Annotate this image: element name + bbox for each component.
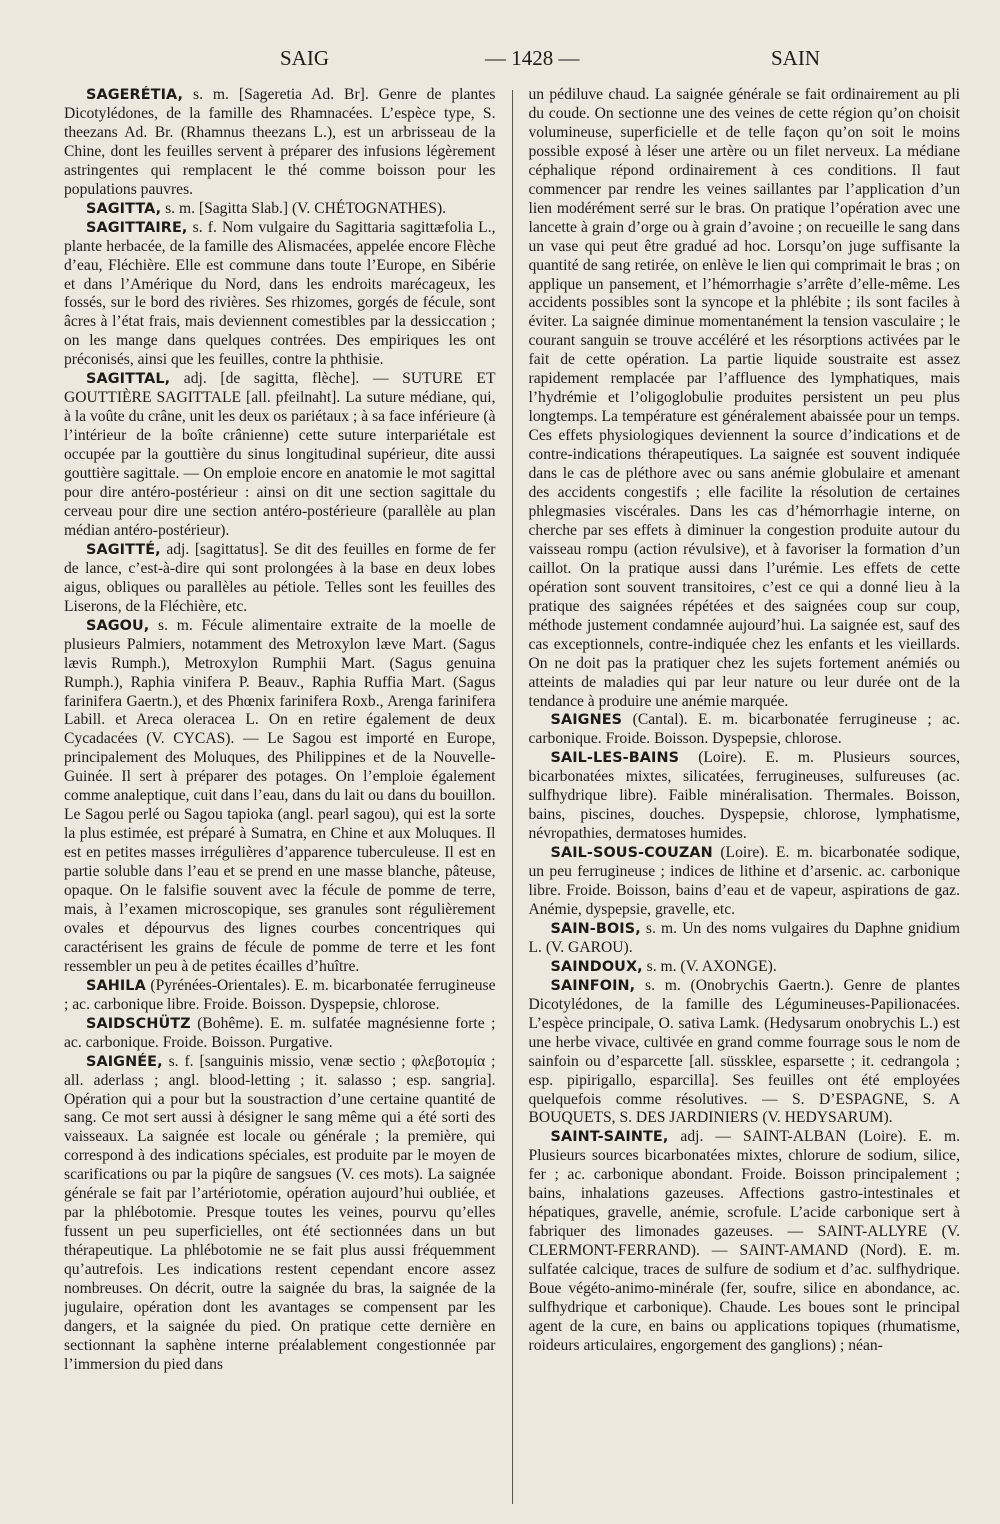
dictionary-entry: [64, 617, 496, 977]
entry-text: s. m. [Sagitta Slab.] (V. CHÉTOGNATHES).: [161, 199, 447, 217]
dictionary-entry: [529, 977, 961, 1129]
entry-text: s. f. Nom vulgaire du Sagittaria sagittæfolia L., plante herbacée, de la famille des Alismacées, appelée encore Flèche d’eau, Fléchière. Elle est commune dans toute l’Europe, en Sibérie et dans l’Amérique du Nord, dans les endroits marécageux, les fossés, sur le bord des rivières. Ses rhizomes, gorgés de fécule, sont âcres à l’état frais, mais deviennent comestibles par la dessiccation ; on les mange dans quelques contrées. Des empiriques les ont préconisés, ainsi que les feuilles, contre la phthisie.: [64, 218, 496, 369]
dictionary-entry: [529, 749, 961, 844]
entry-headword: SAIN-BOIS,: [550, 920, 641, 937]
dictionary-entry: [64, 1015, 496, 1053]
entry-text: s. m. [Sageretia Ad. Br]. Genre de plantes Dicotylédones, de la famille des Rhamnacées. L’espèce type, S. theezans Ad. Br. (Rhamnus theezans L.), est un arbrisseau de la Chine, dont les feuilles servent à préparer des infusions légèrement astringentes qui remplacent le thé comme boisson pour les populations pauvres.: [64, 86, 496, 198]
dictionary-entry: [64, 370, 496, 541]
entry-headword: SAGITTA,: [86, 200, 162, 217]
entry-text: adj. [sagittatus]. Se dit des feuilles en forme de fer de lance, c’est-à-dire qui sont prolongées à la base en deux lobes aigus, obliques ou parallèles au pétiole. Telles sont les feuilles des Liserons, de la Fléchière, etc.: [64, 540, 496, 615]
page-number: — 1428 —: [485, 46, 580, 70]
running-head-right: SAIN: [770, 46, 820, 70]
dictionary-entry: [64, 200, 496, 219]
dictionary-entry: [64, 541, 496, 617]
entry-text: (Loire). E. m. bicarbonatée sodique, un peu ferrugineuse ; indices de lithine et d’arsenic. ac. carbonique libre. Froide. Boisson, bains d’eau et de vapeur, aspirations de gaz. Anémie, dyspepsie, gravelle, etc.: [528, 844, 960, 918]
entry-headword: SAGERÉTIA,: [86, 87, 184, 103]
entry-headword: SAIGNES: [550, 712, 623, 729]
entry-headword: SAINDOUX,: [550, 958, 643, 975]
entry-text: s. m. Un des noms vulgaires du Daphne gnidium L. (V. GAROU).: [528, 919, 960, 956]
entry-headword: SAIL-LES-BAINS: [550, 750, 680, 767]
left-column: [64, 86, 496, 1504]
entry-text: (Bohême). E. m. sulfatée magnésienne forte ; ac. carbonique. Froide. Boisson. Purgative.: [64, 1014, 496, 1051]
dictionary-entry: [529, 920, 961, 958]
entry-text: adj. — SAINT-ALBAN (Loire). E. m. Plusieurs sources bicarbonatées mixtes, chlorure de sodium, silice, fer ; ac. carbonique abondant. Froide. Boisson principalement ; bains, inhalations gazeuses. Affections gastro-intestinales et hépatiques, gravelle, anémie, scrofule. L’acide carbonique sert à fabriquer des limonades gazeuses. — SAINT-ALLYRE (V. CLERMONT-FERRAND). — SAINT-AMAND (Nord). E. m. sulfatée calcique, traces de sulfure de sodium et d’ac. sulfhydrique. Boue végéto-animo-minérale (fer, soufre, silice en abondance, ac. sulfhydrique et carbonique). Chaude. Les boues sont le principal agent de la cure, en bains ou applications topiques (rhumatisme, roideurs articulaires, engorgement des ganglions) ; néan-: [528, 1128, 960, 1354]
dictionary-entry: [64, 219, 496, 371]
entry-text: s. m. (Onobrychis Gaertn.). Genre de plantes Dicotylédones, de la famille des Légumineuses-Papilionacées. L’espèce principale, O. sativa Lamk. (Hedysarum onobrychis L.) est une herbe vivace, cultivée en grand comme fourrage sous le nom de sainfoin ou d’esparcette [all. süssklee, esparsette ; it. cedrangola ; esp. pipirigallo, esparcilla]. Ses feuilles ont été employées quelquefois comme résolutives. — S. D’ESPAGNE, S. A BOUQUETS, S. DES JARDINIERS (V. HEDYSARUM).: [528, 976, 960, 1127]
entry-headword: SAINFOIN,: [550, 977, 636, 994]
entry-headword: SAIDSCHÜTZ: [86, 1015, 191, 1032]
running-head: [90, 46, 960, 80]
right-column: [529, 86, 961, 1504]
entry-text: s. f. [sanguinis missio, venæ sectio ; φλεβοτομία ; all. aderlass ; angl. blood-letting ; it. salasso ; esp. sangria]. Opération qui a pour but la soustraction d’une certaine quantité de sang. Ce mot sert aussi à désigner le sang même qui a été sorti des vaisseaux. La saignée est locale ou générale ; la première, qui correspond à des indications spéciales, est produite par le moyen de scarifications ou par la piqûre de sangsues (V. ces mots). La saignée générale se fait par l’artériotomie, opération aujourd’hui oubliée, et par la phlébotomie. Presque toutes les veines, pourvu qu’elles fussent un peu superficielles, ont été sectionnées dans un but thérapeutique. La phlébotomie ne se fait plus aussi fréquemment qu’autrefois. Les indications restent cependant encore assez nombreuses. On décrit, outre la saignée du bras, la saignée de la jugulaire, opération dont les avantages se compensent par les dangers, et la saignée du pied. On pratique cette dernière en sectionnant la saphène interne préalablement congestionnée par l’immersion du pied dans: [64, 1052, 496, 1373]
entry-headword: SAGITTAL,: [86, 371, 171, 388]
dictionary-entry: [529, 711, 961, 749]
dictionary-entry: [529, 1128, 961, 1355]
entry-text: (Loire). E. m. Plusieurs sources, bicarbonatées mixtes, silicatées, ferrugineuses, sulfureuses (ac. sulfhydrique libre). Faible minéralisation. Thermales. Boisson, bains, piscines, douches. Dyspepsie, chlorose, lymphatisme, névropathies, dermatoses humides.: [528, 749, 960, 843]
dictionary-entry: [64, 977, 496, 1015]
dictionary-entry: [529, 958, 961, 977]
running-head-left: SAIG: [280, 46, 330, 70]
entry-text: un pédiluve chaud. La saignée générale se fait ordinairement au pli du coude. On sectionne une des veines de cette région qu’on choisit volumineuse, superficielle et de telle façon qu’on soit le moins possible exposé à léser une artère ou un filet nerveux. La médiane céphalique répond ordinairement à ces conditions. Il faut commencer par rendre les veines saillantes par l’application d’un lien modérément serré sur le bras. On pratique l’opération avec une lancette à grain d’orge ou à grain d’avoine ; on recueille le sang dans un vase qui peut être gradué ad hoc. Lorsqu’on juge suffisante la quantité de sang retirée, on enlève le lien qui comprimait le bras ; on applique un pansement, et l’hémorrhagie s’arrête d’elle-même. Les accidents possibles sont la syncope et la phlébite ; ils sont faciles à éviter. La saignée diminue momentanément la tension vasculaire ; le courant sanguin se trouve accéléré et les résorptions activées par le fait de cette opération. La partie liquide soustraite est assez rapidement remplacée par l’affluence des lymphatiques, mais l’hydrémie et l’oligoglobulie produites persistent un peu plus longtemps. La température est généralement abaissée pour un temps. Ces effets physiologiques deviennent la source d’indications et de contre-indications thérapeutiques. La saignée est souvent indiquée dans le cas de pléthore avec ou sans anémie globulaire et amenant des accidents congestifs ; elle facilite la résolution de certaines phlegmasies viscérales. Dans les cas d’hémorrhagie interne, on cherche par ses effets à diminuer la congestion produite autour du vaisseau rompu (action révulsive), et à favoriser la formation d’un caillot. On la pratique aussi dans l’urémie. Les effets de cette opération sont souvent transitoires, c’est ce qui a donné lieu à la pratique des saignées répétées et des saignées coup sur coup, méthode justement condamnée aujourd’hui. La saignée est, sauf des cas exceptionnels, contre-indiquée chez les enfants et les vieillards. On ne doit pas la pratiquer chez les sujets fortement anémiés ou atteints de maladies qui par leur nature ou leur durée ont de la tendance à produire une anémie marquée.: [528, 86, 960, 710]
entry-headword: SAINT-SAINTE,: [550, 1129, 669, 1146]
text-columns: [64, 86, 960, 1504]
entry-text: s. m. Fécule alimentaire extraite de la moelle de plusieurs Palmiers, notamment des Metroxylon læve Mart. (Sagus lævis Rumph.), Metroxylon Rumphii Mart. (Sagus genuina Rumph.), Raphia vinifera P. Beauv., Raphia Ruffia Mart. (Sagus farinifera Gaertn.), et des Phœnix farinifera Roxb., Arenga farinifera Labill. et Areca oleracea L. On en retire également de deux Cycadacées (V. CYCAS). — Le Sagou est importé en Europe, principalement des Moluques, des Philippines et de la Nouvelle-Guinée. Il sert à préparer des potages. On l’emploie également comme analeptique, cuit dans l’eau, dans du lait ou dans du bouillon. Le Sagou perlé ou Sagou tapioka (angl. pearl sagou), qui est la sorte la plus estimée, est préparé à Sumatra, en Chine et aux Moluques. Il est en petites masses irrégulières d’apparence tuberculeuse. Il est en partie soluble dans l’eau et se prend en une masse blanche, pâteuse, opaque. On le falsifie souvent avec la fécule de pomme de terre, mais, à l’examen microscopique, ses granules sont régulièrement ovales et dépourvus des lignes courbes concentriques qui caractérisent les grains de fécule de pomme de terre et les font ressembler un peu à de petites écailles d’huître.: [64, 616, 496, 975]
entry-headword: SAIL-SOUS-COUZAN: [550, 845, 713, 862]
entry-headword: SAHILA: [86, 977, 146, 994]
dictionary-entry: [529, 844, 961, 920]
dictionary-entry: [64, 1053, 496, 1375]
entry-headword: SAGOU,: [86, 617, 150, 634]
dictionary-entry: [529, 86, 961, 711]
entry-headword: SAIGNÉE,: [86, 1053, 163, 1070]
entry-text: adj. [de sagitta, flèche]. — SUTURE ET GOUTTIÈRE SAGITTALE [all. pfeilnaht]. La suture médiane, qui, à la voûte du crâne, unit les deux os pariétaux ; à sa face inférieure (à l’intérieur de la boîte crânienne) cette suture interpariétale est occupée par la gouttière du sinus longitudinal supérieur, dite aussi gouttière sagittale. — On emploie encore en anatomie le mot sagittal pour dire antéro-postérieur : ainsi on dit une section sagittale du cerveau pour dire une section antéro-postérieure (parallèle au plan médian antéro-postérieur).: [64, 370, 496, 539]
entry-headword: SAGITTAIRE,: [86, 219, 188, 236]
entry-headword: SAGITTÉ,: [86, 541, 161, 558]
entry-text: (Pyrénées-Orientales). E. m. bicarbonatée ferrugineuse ; ac. carbonique libre. Froide. Boisson. Dyspepsie, chlorose.: [64, 976, 496, 1013]
entry-text: (Cantal). E. m. bicarbonatée ferrugineuse ; ac. carbonique. Froide. Boisson. Dyspepsie, chlorose.: [528, 711, 960, 748]
dictionary-entry: [64, 86, 496, 200]
column-rule: [512, 90, 513, 1504]
entry-text: s. m. (V. AXONGE).: [642, 957, 777, 975]
